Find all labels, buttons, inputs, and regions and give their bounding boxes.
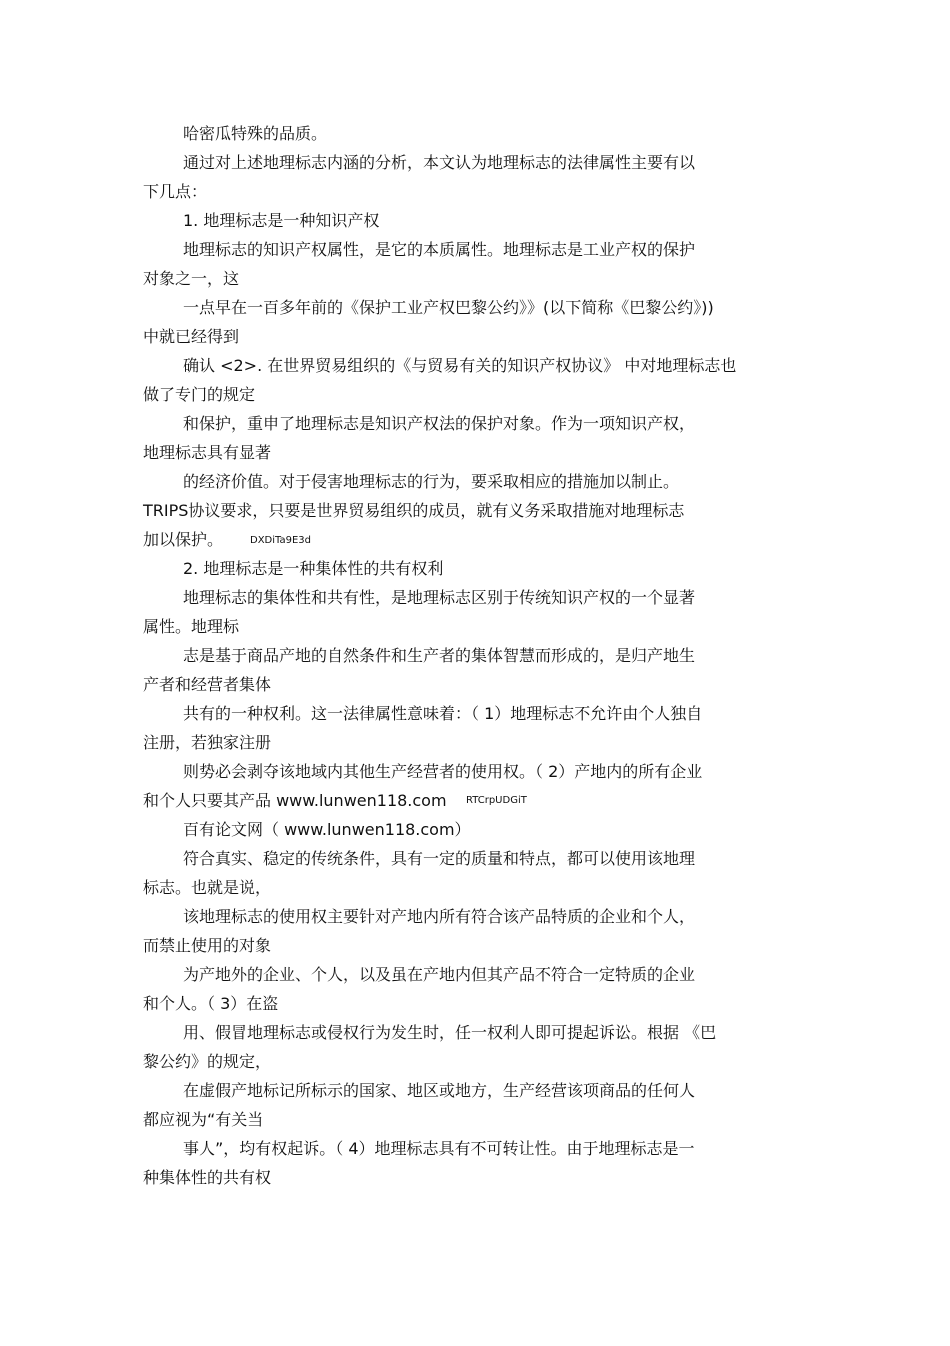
text-line: 百有论文网（ www.lunwen118.com） — [183, 820, 471, 839]
text-line: 地理标志具有显著 — [143, 443, 272, 462]
text-line: 哈密瓜特殊的品质。 — [183, 124, 328, 143]
text-line: 在虚假产地标记所标示的国家、地区或地方，生产经营该项商品的任何人 — [183, 1081, 696, 1100]
text-line: 对象之一，这 — [143, 269, 240, 288]
text-line: 地理标志的知识产权属性，是它的本质属性。地理标志是工业产权的保护 — [183, 240, 696, 259]
text-line: 黎公约》的规定， — [143, 1052, 272, 1071]
text-line: 地理标志的集体性和共有性，是地理标志区别于传统知识产权的一个显著 — [183, 588, 696, 607]
text-line: 属性。地理标 — [143, 617, 240, 636]
section-heading: 2. 地理标志是一种集体性的共有权利 — [183, 559, 444, 578]
text-line: 做了专门的规定 — [143, 385, 256, 404]
text-line: 用、假冒地理标志或侵权行为发生时，任一权利人即可提起诉讼。根据 《巴 — [183, 1023, 717, 1042]
text-line: 该地理标志的使用权主要针对产地内所有符合该产品特质的企业和个人， — [183, 907, 696, 926]
text-line: 为产地外的企业、个人，以及虽在产地内但其产品不符合一定特质的企业 — [183, 965, 696, 984]
text-line: 和保护，重申了地理标志是知识产权法的保护对象。作为一项知识产权， — [183, 414, 696, 433]
text-line: 志是基于商品产地的自然条件和生产者的集体智慧而形成的，是归产地生 — [183, 646, 696, 665]
text-line: 共有的一种权利。这一法律属性意味着：（ 1）地理标志不允许由个人独自 — [183, 704, 703, 723]
text-line: 都应视为“有关当 — [143, 1110, 264, 1129]
section-heading: 1. 地理标志是一种知识产权 — [183, 211, 380, 230]
text-line: 和个人。（ 3）在盗 — [143, 994, 279, 1013]
text-line: 事人”，均有权起诉。（ 4）地理标志具有不可转让性。由于地理标志是一 — [183, 1139, 695, 1158]
text-line: 加以保护。 — [143, 530, 224, 549]
text-line: 和个人只要其产品 www.lunwen118.com — [143, 791, 447, 810]
doc-code: DXDiTa9E3d — [250, 535, 312, 546]
text-line: 通过对上述地理标志内涵的分析，本文认为地理标志的法律属性主要有以 — [183, 153, 696, 172]
text-line: 则势必会剥夺该地域内其他生产经营者的使用权。（ 2）产地内的所有企业 — [183, 762, 703, 781]
text-line: 而禁止使用的对象 — [143, 936, 272, 955]
text-line: 注册，若独家注册 — [143, 733, 272, 752]
text-line: 确认 <2>. 在世界贸易组织的《与贸易有关的知识产权协议》 中对地理标志也 — [183, 356, 737, 375]
text-line: 下几点： — [143, 182, 208, 201]
text-line: 符合真实、稳定的传统条件，具有一定的质量和特点，都可以使用该地理 — [183, 849, 696, 868]
doc-code: RTCrpUDGiT — [466, 795, 527, 806]
text-line: TRIPS协议要求，只要是世界贸易组织的成员，就有义务采取措施对地理标志 — [143, 501, 685, 520]
text-line: 中就已经得到 — [143, 327, 240, 346]
text-line: 种集体性的共有权 — [143, 1168, 272, 1187]
text-line: 的经济价值。对于侵害地理标志的行为，要采取相应的措施加以制止。 — [183, 472, 680, 491]
text-line: 一点早在一百多年前的《保护工业产权巴黎公约》》(以下简称《巴黎公约》)) — [183, 298, 714, 317]
text-line: 标志。也就是说， — [143, 878, 272, 897]
text-line: 产者和经营者集体 — [143, 675, 272, 694]
